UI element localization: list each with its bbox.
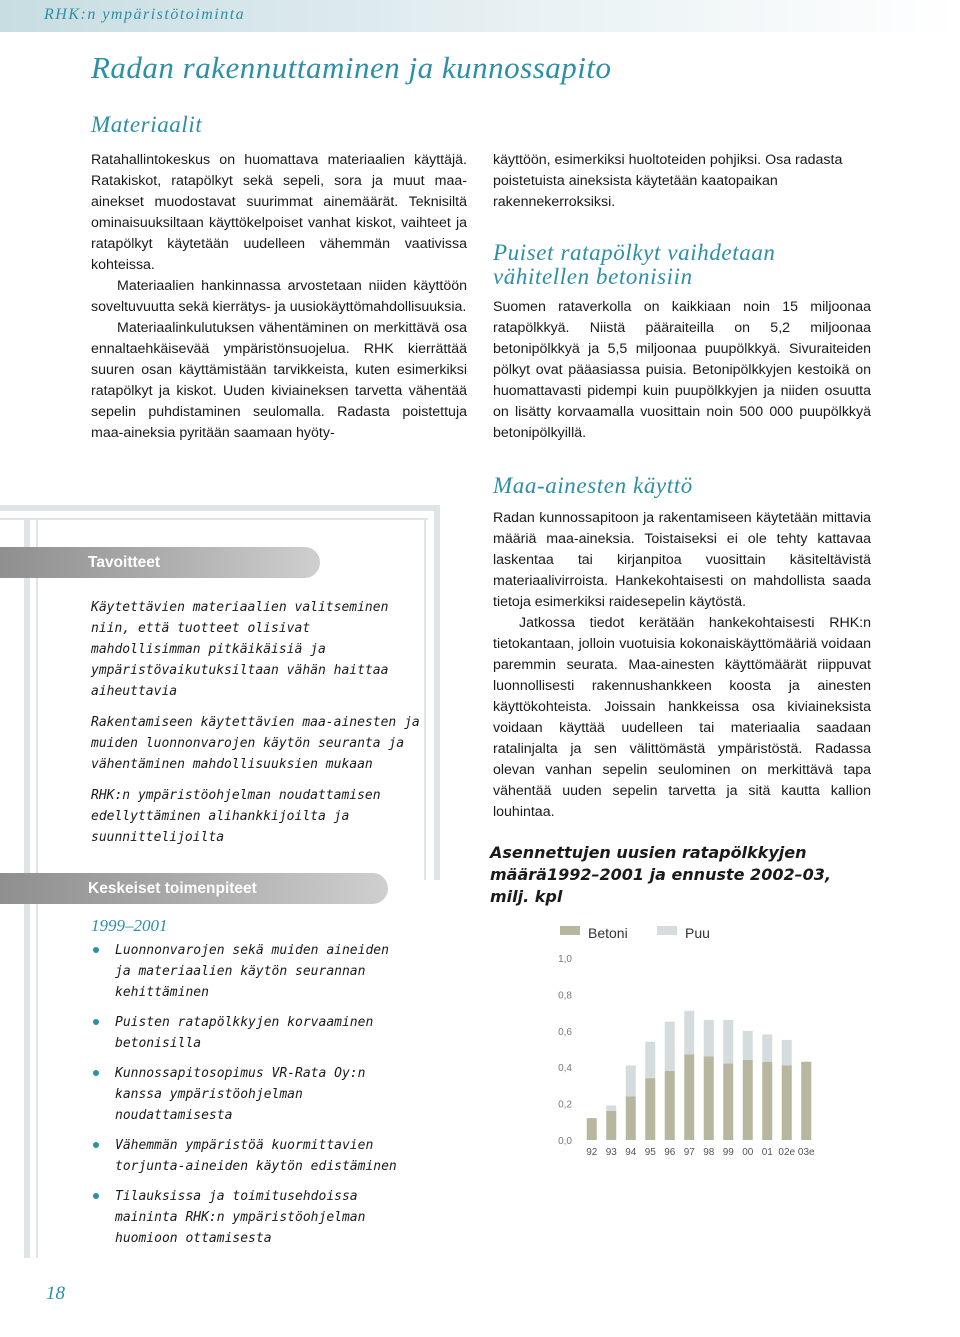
action-item <box>91 940 403 1003</box>
frame-line <box>0 518 428 520</box>
x-tick-label: 94 <box>625 1147 637 1158</box>
bar-betoni <box>723 1064 733 1140</box>
bar-puu <box>645 1042 655 1078</box>
materials-paragraph: Materiaalien hankinnassa arvostetaan niiden käyttöön soveltuvuutta sekä kierrätys- ja uusiokäyttömahdollisuuksia. <box>91 278 467 315</box>
bar-betoni <box>743 1060 753 1140</box>
bar-puu <box>762 1034 772 1061</box>
bar-betoni <box>704 1056 714 1140</box>
x-tick-label: 95 <box>644 1147 656 1158</box>
bullet-icon <box>93 947 99 953</box>
goal-item: Käytettävien materiaalien valitseminen niin, että tuotteet olisivat mahdollisimman pitkäikäisiä ja ympäristövaikutuksiltaan vähän haittaa aiheuttavia <box>91 600 389 699</box>
bar-puu <box>743 1031 753 1060</box>
x-tick-label: 92 <box>586 1147 598 1158</box>
materials-paragraph: Ratahallintokeskus on huomattava materiaalien käyttäjä. Ratakiskot, ratapölkyt sekä sepeli, sora ja muut maa-ainekset muodostavat suurimmat ainemäärät. Teknisiltä ominaisuuksiltaan käyttökelpoiset vanhat kiskot, vaihteet ja ratapölkyt käytetään uudelleen vähemmän vaativissa kohteissa. <box>91 152 467 273</box>
bar-betoni <box>782 1065 792 1140</box>
bar-betoni <box>665 1071 675 1140</box>
chart-title: Asennettujen uusien ratapölkkyjen määrä1992–2001 ja ennuste 2002–03, milj. kpl <box>490 843 831 906</box>
x-tick-label: 96 <box>664 1147 676 1158</box>
legend-label: Betoni <box>588 925 628 941</box>
x-tick-label: 99 <box>722 1147 734 1158</box>
legend-swatch <box>657 926 677 935</box>
materials-paragraph: Materiaalinkulutuksen vähentäminen on merkittävä osa ennaltaehkäisevää ympäristönsuojelua. RHK kierrättää suuren osan käyttämistään tarvikkeista, kuten esimerkiksi ratapölkyt ja kiskot. Uuden kiviaineksen tarvetta vähentää sepelin puhdistaminen seulomalla. Radasta poistettuja maa-aineksia pyritään saamaan hyöty- <box>91 320 467 441</box>
bar-puu <box>684 1011 694 1055</box>
soil-text <box>493 508 871 823</box>
action-item <box>91 1135 403 1177</box>
bar-puu <box>723 1020 733 1064</box>
chart-y-axis <box>558 954 572 1147</box>
y-tick-label: 1,0 <box>558 954 572 965</box>
bar-puu <box>704 1020 714 1056</box>
y-tick-label: 0,2 <box>558 1099 572 1111</box>
frame-line <box>0 505 440 511</box>
legend-swatch <box>560 926 580 935</box>
materials-heading: Materiaalit <box>91 112 203 137</box>
frame-line <box>434 505 440 880</box>
x-tick-label: 97 <box>683 1147 695 1158</box>
goal-item: RHK:n ympäristöohjelman noudattamisen edellyttäminen alihankkijoilta ja suunnittelijoilta <box>91 788 381 845</box>
action-text: Tilauksissa ja toimitusehdoissa maininta RHK:n ympäristöohjelman huomioon ottamisesta <box>115 1189 366 1246</box>
page-number: 18 <box>46 1283 65 1304</box>
y-tick-label: 0,4 <box>558 1063 572 1075</box>
legend-label: Puu <box>685 925 710 941</box>
action-item <box>91 1012 403 1054</box>
sleepers-heading-line: vähitellen betonisiin <box>493 264 693 289</box>
bar-betoni <box>645 1078 655 1140</box>
actions-list <box>91 940 403 1258</box>
action-text: Luonnonvarojen sekä muiden aineiden ja materiaalien käytön seurannan kehittäminen <box>115 943 389 1000</box>
page-title: Radan rakennuttaminen ja kunnossapito <box>91 50 612 85</box>
x-tick-label: 02e <box>778 1147 796 1158</box>
soil-paragraph: Jatkossa tiedot kerätään hankekohtaisesti RHK:n tietokantaan, jolloin vuotuisia kokonaiskäyttömääriä voidaan paremmin seurata. Maa-ainesten käyttömäärät riippuvat luonnollisesti rakennushankkeen koosta ja ainesten käyttökohteista. Joissain hankkeissa osa kiviaineksista voidaan käyttää uudelleen tai materiaalia saadaan ratalinjalta ja sen välittömästä ympäristöstä. Radassa olevan vanhan sepelin seulominen on merkittävä tapa vähentää uuden sepelin tarvetta ja sitä kautta kallion louhintaa. <box>493 615 871 820</box>
bar-betoni <box>606 1111 616 1140</box>
actions-banner: Keskeiset toimenpiteet <box>0 873 388 904</box>
sleeper-chart <box>540 920 820 1165</box>
bar-puu <box>626 1065 636 1096</box>
sleepers-text: Suomen rataverkolla on kaikkiaan noin 15 miljoonaa ratapölkkyä. Niistä pääraiteilla on 5,2 miljoonaa betonipölkkyä ja 5,5 miljoonaa puupölkkyä. Sivuraiteiden pölkyt ovat pääasiassa puisia. Betonipölkkyjen kestoikä on huomattavasti pidempi kuin puupölkkyjen ja niiden osuutta on lisätty korvaamalla vuosittain noin 500 000 puupölkkyä betonipölkyillä. <box>493 299 871 441</box>
materials-continuation: käyttöön, esimerkiksi huoltoteiden pohjiksi. Osa radasta poistetuista aineksista käytetään kaatopaikan rakennekerroksiksi. <box>493 152 843 210</box>
bullet-icon <box>93 1070 99 1076</box>
bar-betoni <box>801 1062 811 1140</box>
bar-betoni <box>587 1118 597 1140</box>
frame-line <box>424 518 426 880</box>
soil-heading: Maa-ainesten käyttö <box>493 473 693 498</box>
actions-period: 1999–2001 <box>91 916 168 935</box>
y-tick-label: 0,0 <box>558 1136 572 1147</box>
action-text: Vähemmän ympäristöä kuormittavien torjunta-aineiden käytön edistäminen <box>115 1138 397 1174</box>
action-item <box>91 1063 403 1126</box>
sleepers-heading-line: Puiset ratapölkyt vaihdetaan <box>493 240 776 265</box>
chart-legend <box>560 925 710 941</box>
bar-puu <box>782 1040 792 1065</box>
goals-banner: Tavoitteet <box>0 547 320 578</box>
y-tick-label: 0,8 <box>558 990 572 1002</box>
chart-x-axis <box>586 1147 815 1158</box>
soil-paragraph: Radan kunnossapitoon ja rakentamiseen käytetään mittavia määriä maa-aineksia. Toistaiseksi ei ole tehty kattavaa laskentaa tai kirjanpitoa vuosittain käsiteltävistä materiaalivirroista. Hankekohtaisesti on mahdollista saada tietoja esimerkiksi raidesepelin käytöstä. <box>493 510 871 610</box>
goals-list <box>91 597 421 858</box>
bar-betoni <box>684 1054 694 1140</box>
bullet-icon <box>93 1019 99 1025</box>
y-tick-label: 0,6 <box>558 1026 572 1038</box>
x-tick-label: 00 <box>742 1147 754 1158</box>
goal-item: Rakentamiseen käytettävien maa-ainesten ja muiden luonnonvarojen käytön seuranta ja vähentäminen mahdollisuuksien mukaan <box>91 715 420 772</box>
bullet-icon <box>93 1193 99 1199</box>
sleepers-heading <box>493 241 776 289</box>
action-text: Puisten ratapölkkyjen korvaaminen betonisilla <box>115 1015 374 1051</box>
action-item <box>91 1186 403 1249</box>
bar-puu <box>606 1105 616 1110</box>
bar-puu <box>665 1022 675 1071</box>
action-text: Kunnossapitosopimus VR-Rata Oy:n kanssa ympäristöohjelman noudattamisesta <box>115 1066 366 1123</box>
chart-bars <box>587 1011 812 1140</box>
bullet-icon <box>93 1142 99 1148</box>
x-tick-label: 93 <box>605 1147 617 1158</box>
x-tick-label: 01 <box>761 1147 773 1158</box>
bar-betoni <box>762 1062 772 1140</box>
x-tick-label: 98 <box>703 1147 715 1158</box>
materials-text <box>91 150 467 444</box>
x-tick-label: 03e <box>797 1147 815 1158</box>
running-head: RHK:n ympäristötoiminta <box>44 6 246 23</box>
bar-betoni <box>626 1096 636 1140</box>
